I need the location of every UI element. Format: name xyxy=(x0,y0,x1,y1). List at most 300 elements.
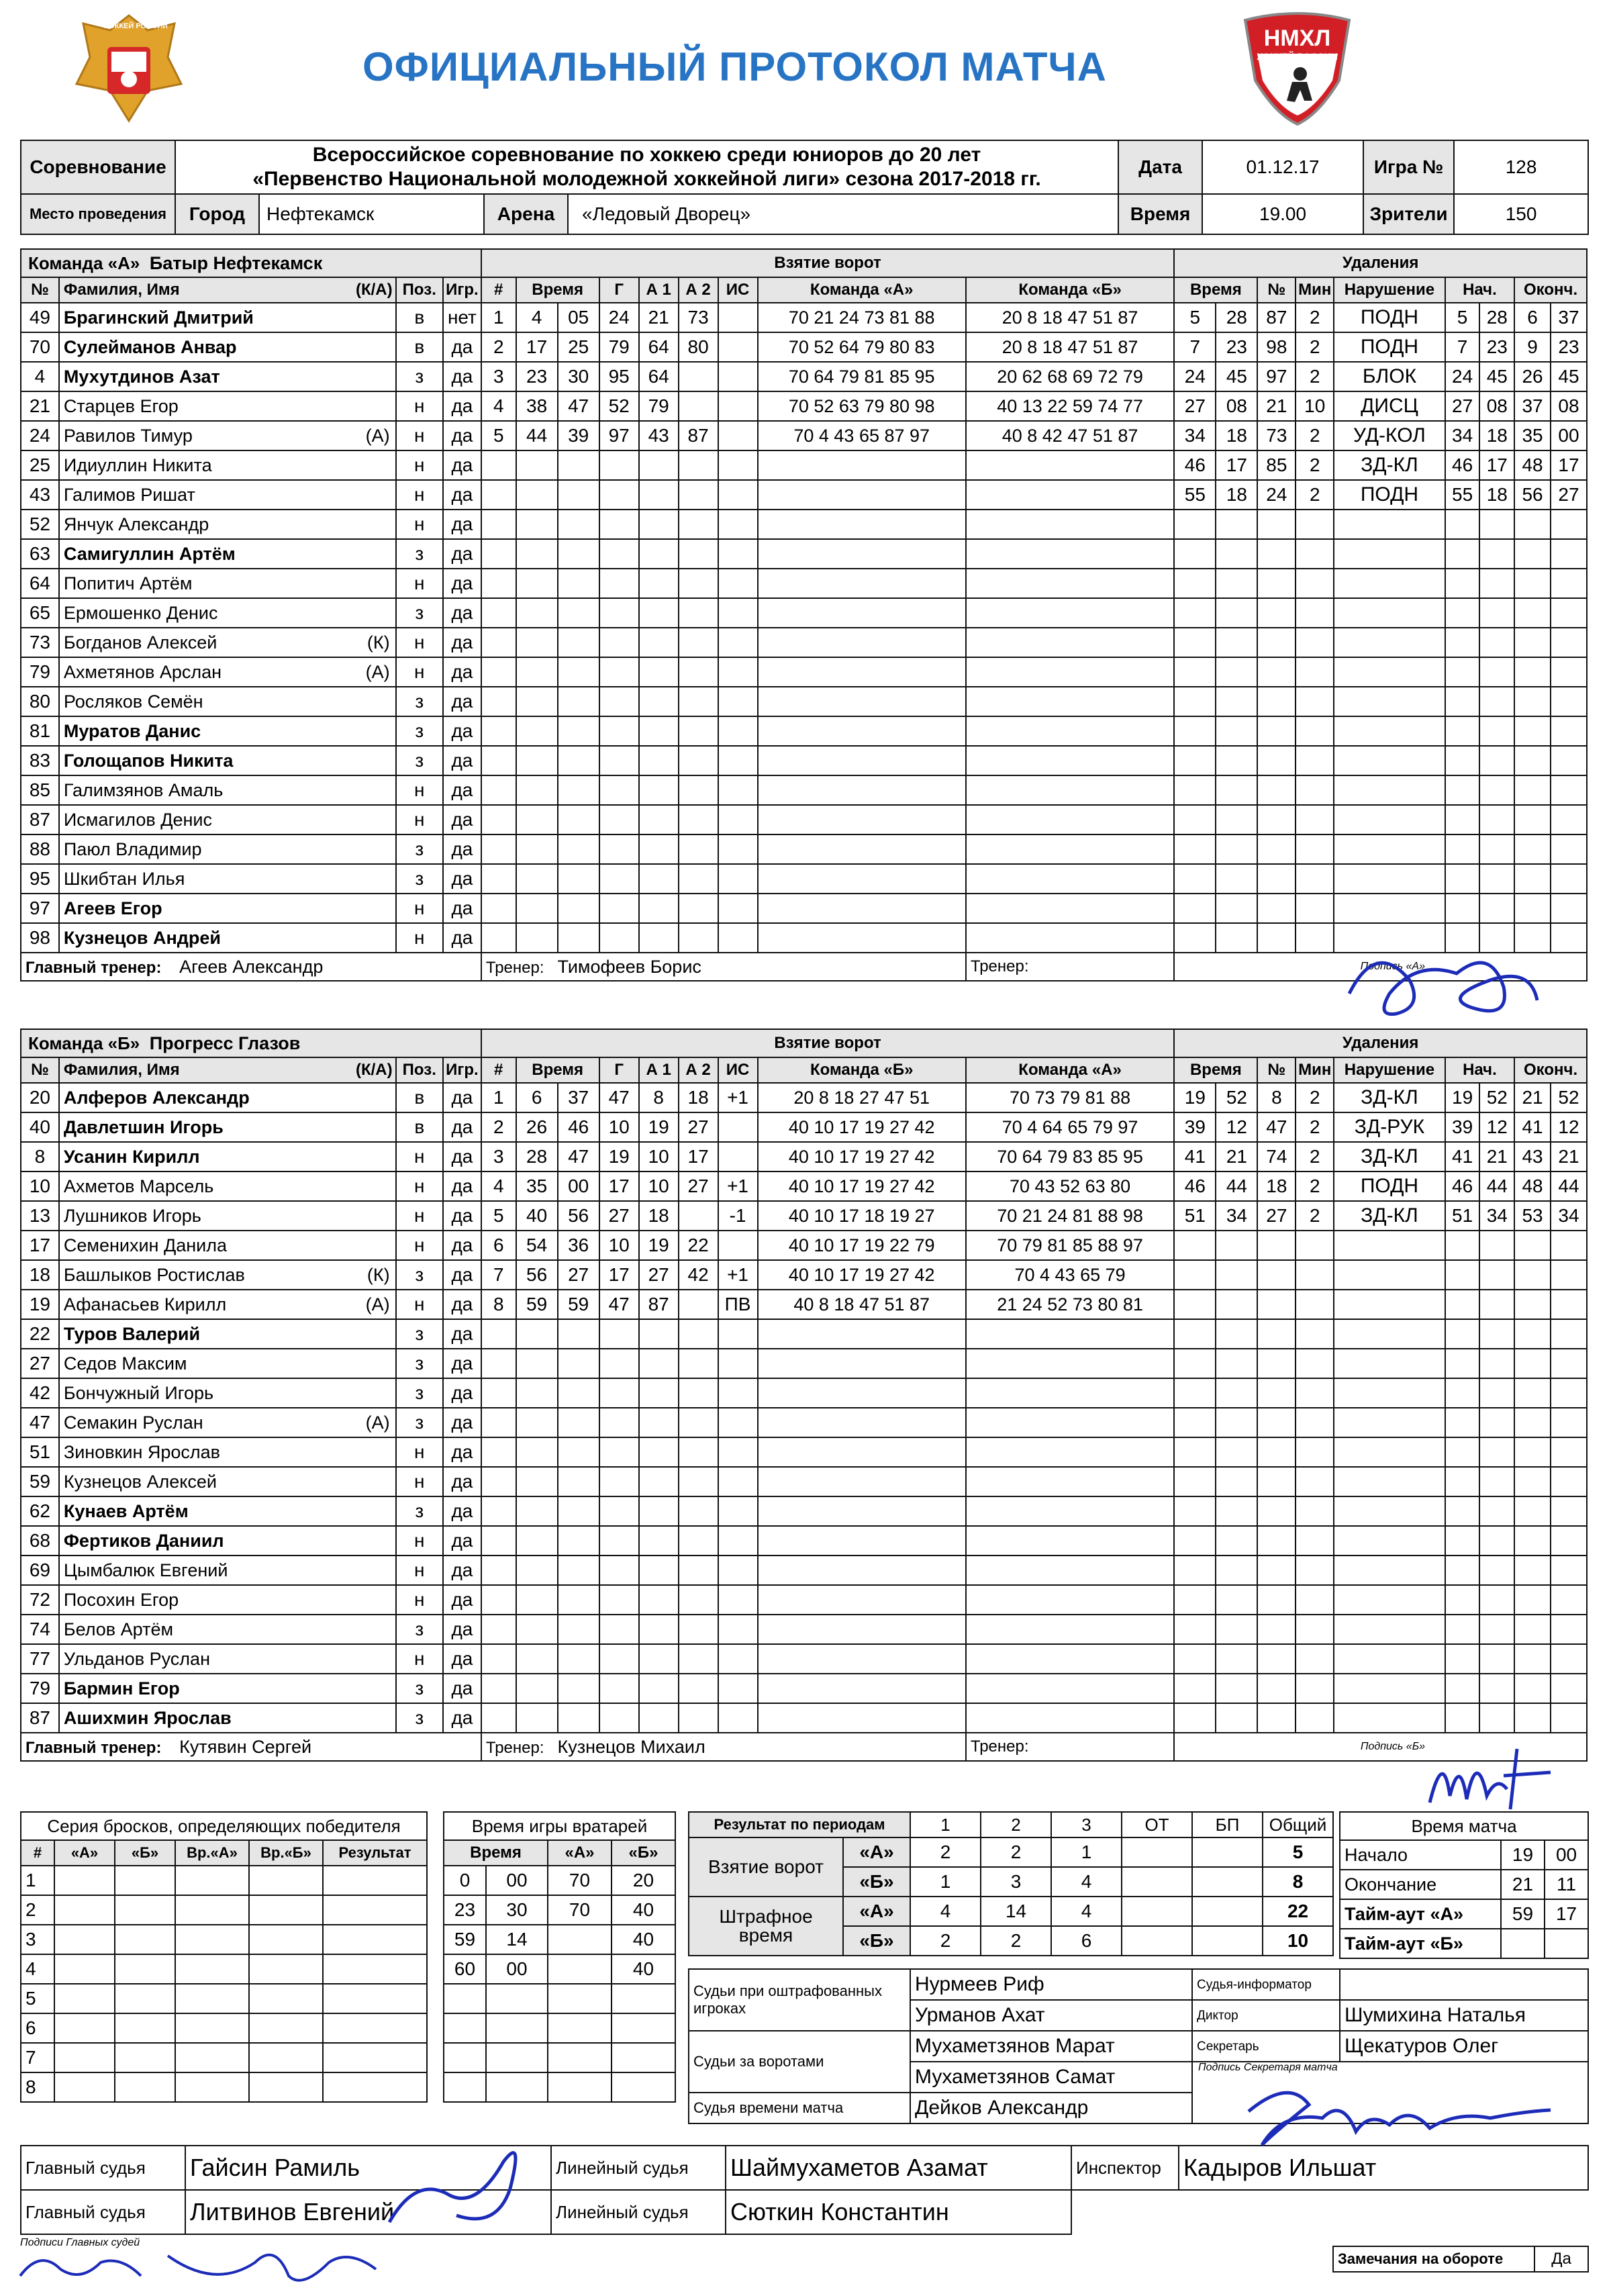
goal-time-sec: 37 xyxy=(558,1083,599,1112)
goal-assist-1 xyxy=(639,805,679,834)
player-number: 95 xyxy=(21,864,59,894)
on-ice-team-2 xyxy=(966,1674,1174,1703)
shootout-cell xyxy=(323,2013,427,2043)
goal-num xyxy=(481,716,516,746)
penalty-end-sec: 34 xyxy=(1551,1201,1587,1231)
penalty-time-min: 46 xyxy=(1174,1171,1216,1201)
goal-situation xyxy=(718,303,758,332)
player-played: да xyxy=(443,1615,481,1644)
penalty-end-min xyxy=(1514,805,1551,834)
goal-num: 7 xyxy=(481,1260,516,1290)
penalty-minutes xyxy=(1296,1615,1334,1644)
penalty-end-sec xyxy=(1551,1408,1587,1437)
player-name-cell xyxy=(59,716,396,746)
player-name: Бармин Егор xyxy=(63,1678,180,1699)
penalty-start-min xyxy=(1445,1408,1480,1437)
player-row xyxy=(21,421,1587,450)
head-ref-signature-1 xyxy=(376,2135,550,2236)
penalty-infraction xyxy=(1334,775,1445,805)
penalty-time-min xyxy=(1174,746,1216,775)
periods-pen-b-label: «Б» xyxy=(843,1926,910,1956)
goal-assist-2: 17 xyxy=(679,1142,718,1171)
player-position: з xyxy=(396,1378,443,1408)
penalty-time-min xyxy=(1174,539,1216,569)
goal-scorer xyxy=(599,657,639,687)
player-row xyxy=(21,1674,1587,1703)
goal-assist-2 xyxy=(679,1526,718,1556)
col-name-label: Фамилия, Имя xyxy=(63,1061,180,1079)
goal-situation: +1 xyxy=(718,1083,758,1112)
head-ref-2: Литвинов Евгений xyxy=(185,2190,551,2234)
goal-scorer xyxy=(599,894,639,923)
player-name-cell xyxy=(59,1408,396,1437)
team-a-coach xyxy=(481,953,966,981)
penalty-end-min xyxy=(1514,775,1551,805)
penalty-minutes xyxy=(1296,628,1334,657)
goalie-empty-cell xyxy=(486,2013,548,2043)
penalty-minutes xyxy=(1296,864,1334,894)
goal-time-min xyxy=(516,1496,558,1526)
penalty-player xyxy=(1257,775,1296,805)
player-row xyxy=(21,1585,1587,1615)
goal-situation xyxy=(718,864,758,894)
player-played: да xyxy=(443,1378,481,1408)
player-name: Галимзянов Амаль xyxy=(63,779,224,800)
goal-scorer xyxy=(599,1615,639,1644)
goal-num: 1 xyxy=(481,303,516,332)
pen-b-p3: 6 xyxy=(1051,1926,1122,1956)
penalty-player xyxy=(1257,1378,1296,1408)
penalty-player: 21 xyxy=(1257,391,1296,421)
player-number: 42 xyxy=(21,1378,59,1408)
penalty-time-sec xyxy=(1216,775,1257,805)
shootout-row xyxy=(21,2013,427,2043)
player-number: 13 xyxy=(21,1201,59,1231)
player-name: Попитич Артём xyxy=(63,573,193,593)
shootout-cell xyxy=(115,1925,175,1954)
player-row xyxy=(21,1526,1587,1556)
on-ice-team-2: 40 8 42 47 51 87 xyxy=(966,421,1174,450)
pen-judge-2: Урманов Ахат xyxy=(910,2000,1192,2031)
penalty-infraction xyxy=(1334,1556,1445,1585)
penalty-end-min xyxy=(1514,864,1551,894)
player-name: Самигуллин Артём xyxy=(63,543,236,564)
player-position: з xyxy=(396,864,443,894)
shootout-row xyxy=(21,1984,427,2013)
goal-situation xyxy=(718,450,758,480)
penalty-infraction xyxy=(1334,805,1445,834)
player-name-cell xyxy=(59,1319,396,1349)
goal-time-min xyxy=(516,1703,558,1733)
penalty-time-sec xyxy=(1216,864,1257,894)
secretary-signature xyxy=(1235,2071,1557,2152)
penalty-start-sec: 34 xyxy=(1479,1201,1514,1231)
penalty-end-sec xyxy=(1551,1585,1587,1615)
col-num: № xyxy=(21,277,59,303)
player-name-cell xyxy=(59,1349,396,1378)
goal-assist-2 xyxy=(679,628,718,657)
player-captain-mark: (А) xyxy=(365,1294,390,1314)
on-ice-team-2: 20 8 18 47 51 87 xyxy=(966,303,1174,332)
player-name-cell xyxy=(59,657,396,687)
on-ice-team-2: 20 62 68 69 72 79 xyxy=(966,362,1174,391)
player-name-cell xyxy=(59,1585,396,1615)
goal-situation xyxy=(718,1585,758,1615)
goalie-row xyxy=(444,1895,675,1925)
player-name-cell xyxy=(59,1556,396,1585)
player-number: 79 xyxy=(21,657,59,687)
penalty-infraction: ЗД-КЛ xyxy=(1334,1142,1445,1171)
col-pen-time: Время xyxy=(1174,277,1257,303)
nmhl-logo-text: НМХЛ xyxy=(1263,26,1331,51)
goal-assist-1 xyxy=(639,480,679,510)
penalty-time-sec: 21 xyxy=(1216,1142,1257,1171)
penalty-end-min xyxy=(1514,1231,1551,1260)
player-position: н xyxy=(396,894,443,923)
spectators-value: 150 xyxy=(1454,194,1588,234)
penalty-time-min xyxy=(1174,834,1216,864)
team-b-coach xyxy=(481,1733,966,1761)
penalty-player xyxy=(1257,1437,1296,1467)
goal-judge-1: Мухаметзянов Марат xyxy=(910,2031,1192,2062)
goal-num: 5 xyxy=(481,421,516,450)
period-col: БП xyxy=(1192,1812,1263,1837)
goal-num: 5 xyxy=(481,1201,516,1231)
penalty-infraction: ДИСЦ xyxy=(1334,391,1445,421)
goalie-a xyxy=(548,1954,612,1984)
penalty-start-min xyxy=(1445,598,1480,628)
goal-assist-1: 64 xyxy=(639,332,679,362)
player-played: да xyxy=(443,1142,481,1171)
goalie-row xyxy=(444,1954,675,1984)
player-name: Старцев Егор xyxy=(63,395,179,416)
inspector-value: Кадыров Ильшат xyxy=(1179,2146,1588,2190)
goal-scorer xyxy=(599,450,639,480)
goal-assist-1: 18 xyxy=(639,1201,679,1231)
penalty-player xyxy=(1257,746,1296,775)
penalty-end-sec xyxy=(1551,1496,1587,1526)
remarks-value: Да xyxy=(1534,2246,1588,2272)
penalty-time-min xyxy=(1174,657,1216,687)
shootout-row-num: 4 xyxy=(21,1954,54,1984)
player-name: Ульданов Руслан xyxy=(63,1648,210,1669)
shootout-cell xyxy=(54,2072,115,2102)
penalty-start-sec: 17 xyxy=(1479,450,1514,480)
col-name xyxy=(59,1057,396,1083)
goal-assist-1 xyxy=(639,657,679,687)
goalie-row-empty xyxy=(444,2013,675,2043)
goal-num xyxy=(481,1556,516,1585)
goal-scorer: 47 xyxy=(599,1290,639,1319)
goalie-sec: 00 xyxy=(486,1954,548,1984)
goal-assist-2 xyxy=(679,1556,718,1585)
penalty-start-min xyxy=(1445,1703,1480,1733)
shootout-cell xyxy=(54,1895,115,1925)
goal-situation: +1 xyxy=(718,1171,758,1201)
coach-label: Тренер: xyxy=(485,1738,544,1757)
goal-assist-1 xyxy=(639,864,679,894)
goal-time-min xyxy=(516,1556,558,1585)
player-played: да xyxy=(443,805,481,834)
goal-situation xyxy=(718,510,758,539)
on-ice-team-2 xyxy=(966,894,1174,923)
player-number: 40 xyxy=(21,1112,59,1142)
penalty-minutes: 2 xyxy=(1296,1201,1334,1231)
player-position: н xyxy=(396,1201,443,1231)
player-name: Сулейманов Анвар xyxy=(63,336,237,357)
penalty-start-sec xyxy=(1479,716,1514,746)
player-played: да xyxy=(443,362,481,391)
goal-scorer xyxy=(599,1703,639,1733)
penalty-minutes: 2 xyxy=(1296,1142,1334,1171)
goalie-a: 70 xyxy=(548,1866,612,1895)
player-played: да xyxy=(443,1467,481,1496)
goalie-a: 70 xyxy=(548,1895,612,1925)
on-ice-team-1 xyxy=(758,687,966,716)
goal-time-min: 44 xyxy=(516,421,558,450)
penalty-time-min xyxy=(1174,1496,1216,1526)
shootout-col: «А» xyxy=(54,1840,115,1866)
player-played: да xyxy=(443,598,481,628)
player-played: да xyxy=(443,1703,481,1733)
goal-time-sec xyxy=(558,805,599,834)
shootout-col: Вр.«Б» xyxy=(249,1840,323,1866)
goal-num: 4 xyxy=(481,391,516,421)
goal-assist-1: 21 xyxy=(639,303,679,332)
player-played: да xyxy=(443,1674,481,1703)
goalie-sec: 30 xyxy=(486,1895,548,1925)
goal-time-sec xyxy=(558,1467,599,1496)
on-ice-team-1 xyxy=(758,1644,966,1674)
player-name: Посохин Егор xyxy=(63,1589,179,1610)
penalty-minutes xyxy=(1296,1349,1334,1378)
goal-assist-2 xyxy=(679,746,718,775)
goal-scorer: 19 xyxy=(599,1142,639,1171)
player-number: 69 xyxy=(21,1556,59,1585)
shootout-cell xyxy=(175,2072,249,2102)
match-end-m: 11 xyxy=(1545,1870,1588,1899)
player-position: н xyxy=(396,657,443,687)
penalty-player xyxy=(1257,1526,1296,1556)
shootout-cell xyxy=(175,2043,249,2072)
goal-scorer: 10 xyxy=(599,1231,639,1260)
player-number: 8 xyxy=(21,1142,59,1171)
penalty-infraction xyxy=(1334,1526,1445,1556)
shootout-row-num: 5 xyxy=(21,1984,54,2013)
goal-assist-1 xyxy=(639,1674,679,1703)
penalty-end-sec: 12 xyxy=(1551,1112,1587,1142)
goal-num: 3 xyxy=(481,1142,516,1171)
team-b-signature-label: Подпись «Б» xyxy=(1174,1733,1587,1761)
player-played: да xyxy=(443,1201,481,1231)
penalty-time-sec xyxy=(1216,569,1257,598)
penalty-player xyxy=(1257,628,1296,657)
player-name-cell xyxy=(59,510,396,539)
penalty-start-min xyxy=(1445,510,1480,539)
goalie-empty-cell xyxy=(612,2043,675,2072)
on-ice-team-1: 40 10 17 19 27 42 xyxy=(758,1171,966,1201)
player-name-cell xyxy=(59,864,396,894)
col-pen-min: Мин xyxy=(1296,277,1334,303)
penalty-time-min: 51 xyxy=(1174,1201,1216,1231)
team-b-goals-header: Взятие ворот xyxy=(481,1029,1174,1057)
shootout-cell xyxy=(175,1895,249,1925)
goal-time-min xyxy=(516,805,558,834)
on-ice-team-1 xyxy=(758,1674,966,1703)
col-pen-num: № xyxy=(1257,1057,1296,1083)
goalie-sec: 00 xyxy=(486,1866,548,1895)
player-position: н xyxy=(396,805,443,834)
shootout-cell xyxy=(54,2013,115,2043)
shootout-cell xyxy=(115,1866,175,1895)
player-row xyxy=(21,687,1587,716)
penalty-end-sec xyxy=(1551,805,1587,834)
player-number: 77 xyxy=(21,1644,59,1674)
on-ice-team-2 xyxy=(966,746,1174,775)
goal-scorer xyxy=(599,1408,639,1437)
goal-num xyxy=(481,480,516,510)
goal-num: 2 xyxy=(481,1112,516,1142)
goal-time-sec xyxy=(558,657,599,687)
penalty-minutes xyxy=(1296,657,1334,687)
goal-assist-1 xyxy=(639,894,679,923)
goalie-time-col: Время xyxy=(444,1840,548,1866)
col-pos: Поз. xyxy=(396,1057,443,1083)
on-ice-team-1: 70 4 43 65 87 97 xyxy=(758,421,966,450)
col-pen-start: Нач. xyxy=(1445,1057,1514,1083)
player-name: Равилов Тимур xyxy=(63,425,193,446)
penalty-time-min xyxy=(1174,1644,1216,1674)
goal-situation xyxy=(718,1644,758,1674)
on-ice-team-1 xyxy=(758,657,966,687)
player-row xyxy=(21,746,1587,775)
goalie-empty-cell xyxy=(444,2072,486,2102)
penalty-end-min: 9 xyxy=(1514,332,1551,362)
pen-a-total: 22 xyxy=(1263,1897,1333,1926)
info-judge-value xyxy=(1340,1969,1588,2000)
goal-scorer xyxy=(599,1349,639,1378)
goal-time-sec xyxy=(558,923,599,953)
shootout-cell xyxy=(175,1954,249,1984)
on-ice-team-2 xyxy=(966,657,1174,687)
player-name-cell xyxy=(59,1142,396,1171)
on-ice-team-1 xyxy=(758,1408,966,1437)
on-ice-team-1 xyxy=(758,1526,966,1556)
on-ice-team-1 xyxy=(758,1319,966,1349)
goal-time-min xyxy=(516,1437,558,1467)
goal-assist-2 xyxy=(679,1408,718,1437)
goal-time-sec xyxy=(558,569,599,598)
team-b-head-coach xyxy=(21,1733,396,1761)
col-team-2: Команда «А» xyxy=(966,1057,1174,1083)
penalty-start-sec xyxy=(1479,1467,1514,1496)
player-played: да xyxy=(443,1171,481,1201)
player-name: Росляков Семён xyxy=(63,691,203,712)
goal-time-sec: 36 xyxy=(558,1231,599,1260)
goal-time-sec: 59 xyxy=(558,1290,599,1319)
goal-time-min xyxy=(516,864,558,894)
penalty-time-min xyxy=(1174,1290,1216,1319)
on-ice-team-1: 40 8 18 47 51 87 xyxy=(758,1290,966,1319)
penalty-end-sec xyxy=(1551,775,1587,805)
player-name: Агеев Егор xyxy=(63,898,162,918)
goal-assist-2 xyxy=(679,539,718,569)
goal-assist-2 xyxy=(679,480,718,510)
penalty-start-sec xyxy=(1479,1437,1514,1467)
on-ice-team-2 xyxy=(966,1378,1174,1408)
goalie-empty-cell xyxy=(444,1984,486,2013)
on-ice-team-2 xyxy=(966,1526,1174,1556)
goalie-b: 40 xyxy=(612,1895,675,1925)
shootout-cell xyxy=(54,2043,115,2072)
penalty-time-min: 34 xyxy=(1174,421,1216,450)
pen-a-so xyxy=(1192,1897,1263,1926)
goalie-empty-cell xyxy=(612,2072,675,2102)
player-captain-mark: (К) xyxy=(367,632,390,653)
goal-time-sec xyxy=(558,834,599,864)
goals-a-p1: 2 xyxy=(910,1837,981,1867)
penalty-player xyxy=(1257,1467,1296,1496)
goal-assist-1 xyxy=(639,539,679,569)
goal-assist-1: 79 xyxy=(639,391,679,421)
goal-time-sec xyxy=(558,1703,599,1733)
player-name: Туров Валерий xyxy=(63,1323,201,1344)
penalty-time-sec xyxy=(1216,1437,1257,1467)
penalty-infraction xyxy=(1334,657,1445,687)
player-row xyxy=(21,775,1587,805)
penalty-start-min: 46 xyxy=(1445,1171,1480,1201)
coach-value: Тимофеев Борис xyxy=(557,956,701,977)
penalty-time-min xyxy=(1174,1260,1216,1290)
goal-situation xyxy=(718,1408,758,1437)
goal-assist-2 xyxy=(679,362,718,391)
penalty-start-min xyxy=(1445,1526,1480,1556)
timeout-b-m xyxy=(1545,1929,1588,1958)
player-row xyxy=(21,1644,1587,1674)
coach2-label: Тренер: xyxy=(970,1737,1029,1756)
player-name: Паюл Владимир xyxy=(63,839,202,859)
goal-situation xyxy=(718,628,758,657)
goal-situation xyxy=(718,716,758,746)
arena-label: Арена xyxy=(484,194,568,234)
goal-time-sec xyxy=(558,775,599,805)
goal-time-min xyxy=(516,657,558,687)
player-played: да xyxy=(443,864,481,894)
penalty-start-min xyxy=(1445,864,1480,894)
player-name-cell xyxy=(59,1437,396,1467)
penalty-start-sec: 12 xyxy=(1479,1112,1514,1142)
player-name-cell xyxy=(59,1674,396,1703)
penalty-infraction xyxy=(1334,1260,1445,1290)
team-a-name: Батыр Нефтекамск xyxy=(149,252,323,273)
on-ice-team-2: 70 21 24 81 88 98 xyxy=(966,1201,1174,1231)
penalty-time-min: 24 xyxy=(1174,362,1216,391)
goal-assist-2 xyxy=(679,1290,718,1319)
on-ice-team-2 xyxy=(966,805,1174,834)
penalty-player xyxy=(1257,1349,1296,1378)
penalty-infraction xyxy=(1334,569,1445,598)
penalty-player: 85 xyxy=(1257,450,1296,480)
penalty-minutes: 2 xyxy=(1296,1112,1334,1142)
penalty-player xyxy=(1257,1496,1296,1526)
goal-time-sec xyxy=(558,1319,599,1349)
col-is: ИС xyxy=(718,277,758,303)
player-played: да xyxy=(443,1526,481,1556)
goal-scorer xyxy=(599,1437,639,1467)
goal-time-min: 38 xyxy=(516,391,558,421)
shootout-cell xyxy=(249,2013,323,2043)
goal-time-sec xyxy=(558,746,599,775)
